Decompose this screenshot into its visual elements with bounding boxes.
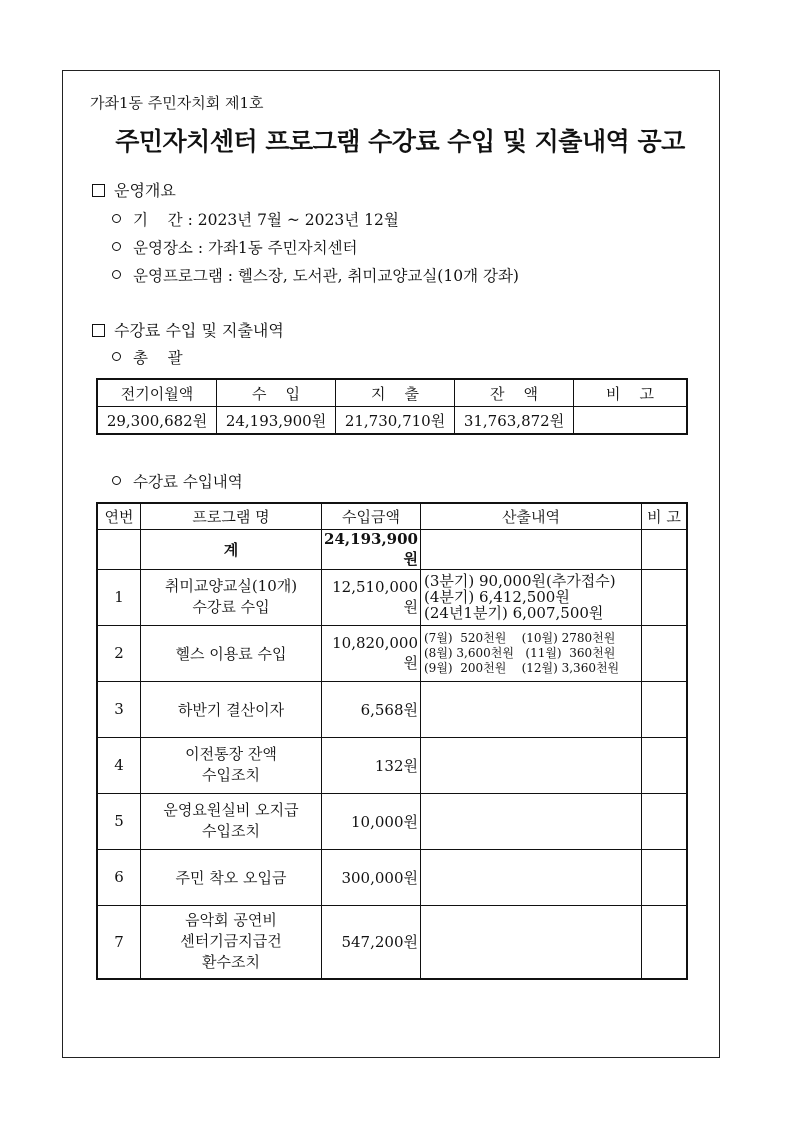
program-name: 취미교양교실(10개) 수강료 수입 — [141, 569, 322, 625]
circle-bullet-icon — [112, 242, 121, 251]
summary-header-cell: 전기이월액 — [97, 379, 217, 407]
income-amount: 10,820,000원 — [322, 625, 421, 681]
income-amount: 132원 — [322, 737, 421, 793]
calculation-detail — [421, 681, 642, 737]
summary-value-row — [97, 407, 687, 435]
summary-value-cell: 31,763,872원 — [455, 407, 574, 435]
section-overview — [92, 178, 176, 201]
summary-table — [96, 378, 688, 435]
table-row — [97, 681, 687, 737]
issue-number: 가좌1동 주민자치회 제1호 — [90, 94, 264, 112]
row-number: 5 — [97, 793, 141, 849]
table-row — [97, 905, 687, 979]
income-header-row — [97, 503, 687, 529]
calculation-detail — [421, 737, 642, 793]
summary-header-row — [97, 379, 687, 407]
page-title: 주민자치센터 프로그램 수강료 수입 및 지출내역 공고 — [115, 127, 685, 156]
row-note — [642, 793, 688, 849]
income-table — [96, 502, 688, 980]
calculation-detail — [421, 905, 642, 979]
table-row — [97, 737, 687, 793]
table-row — [97, 793, 687, 849]
circle-bullet-icon — [112, 476, 121, 485]
summary-value-cell — [574, 407, 688, 435]
income-amount: 547,200원 — [322, 905, 421, 979]
section-heading: 운영개요 — [114, 181, 176, 200]
calculation-detail: (3분기) 90,000원(추가접수) (4분기) 6,412,500원 (24년1분기) 6,007,500원 — [421, 569, 642, 625]
income-header-cell: 비 고 — [642, 503, 688, 529]
total-amount: 24,193,900원 — [322, 529, 421, 569]
income-total-row — [97, 529, 687, 569]
table-row — [97, 849, 687, 905]
program-name: 헬스 이용료 수입 — [141, 625, 322, 681]
row-number: 6 — [97, 849, 141, 905]
summary-header-cell: 수 입 — [217, 379, 336, 407]
summary-header-cell: 지 출 — [336, 379, 455, 407]
row-number: 1 — [97, 569, 141, 625]
income-header-cell: 프로그램 명 — [141, 503, 322, 529]
calculation-detail — [421, 849, 642, 905]
income-header-cell: 산출내역 — [421, 503, 642, 529]
row-number: 3 — [97, 681, 141, 737]
circle-bullet-icon — [112, 214, 121, 223]
summary-label: 총 괄 — [112, 346, 183, 368]
overview-item-period: 기 간 : 2023년 7월 ~ 2023년 12월 — [112, 208, 399, 230]
square-bullet-icon — [92, 324, 105, 337]
summary-header-cell: 잔 액 — [455, 379, 574, 407]
summary-value-cell: 29,300,682원 — [97, 407, 217, 435]
income-header-cell: 연번 — [97, 503, 141, 529]
table-row — [97, 625, 687, 681]
summary-header-cell: 비 고 — [574, 379, 688, 407]
program-name: 하반기 결산이자 — [141, 681, 322, 737]
section-heading: 수강료 수입 및 지출내역 — [114, 321, 284, 340]
calculation-detail: (7월) 520천원 (10월) 2780천원 (8월) 3,600천원 (11월) 360천원 (9월) 200천원 (12월) 3,360천원 — [421, 625, 642, 681]
income-amount: 10,000원 — [322, 793, 421, 849]
row-number: 4 — [97, 737, 141, 793]
row-number: 7 — [97, 905, 141, 979]
overview-item-location: 운영장소 : 가좌1동 주민자치센터 — [112, 236, 358, 258]
total-label: 계 — [141, 529, 322, 569]
program-name: 음악회 공연비 센터기금지급건 환수조치 — [141, 905, 322, 979]
overview-item-programs: 운영프로그램 : 헬스장, 도서관, 취미교양교실(10개 강좌) — [112, 264, 519, 286]
row-note — [642, 681, 688, 737]
row-note — [642, 905, 688, 979]
calculation-detail — [421, 793, 642, 849]
income-amount: 6,568원 — [322, 681, 421, 737]
program-name: 주민 착오 오입금 — [141, 849, 322, 905]
summary-value-cell: 24,193,900원 — [217, 407, 336, 435]
row-number: 2 — [97, 625, 141, 681]
summary-value-cell: 21,730,710원 — [336, 407, 455, 435]
circle-bullet-icon — [112, 352, 121, 361]
program-name: 운영요원실비 오지급 수입조치 — [141, 793, 322, 849]
row-note — [642, 625, 688, 681]
income-amount: 300,000원 — [322, 849, 421, 905]
income-amount: 12,510,000원 — [322, 569, 421, 625]
row-note — [642, 849, 688, 905]
circle-bullet-icon — [112, 270, 121, 279]
row-note — [642, 569, 688, 625]
income-header-cell: 수입금액 — [322, 503, 421, 529]
table-row — [97, 569, 687, 625]
square-bullet-icon — [92, 184, 105, 197]
income-label: 수강료 수입내역 — [112, 470, 243, 492]
row-note — [642, 737, 688, 793]
program-name: 이전통장 잔액 수입조치 — [141, 737, 322, 793]
section-finance — [92, 318, 284, 341]
